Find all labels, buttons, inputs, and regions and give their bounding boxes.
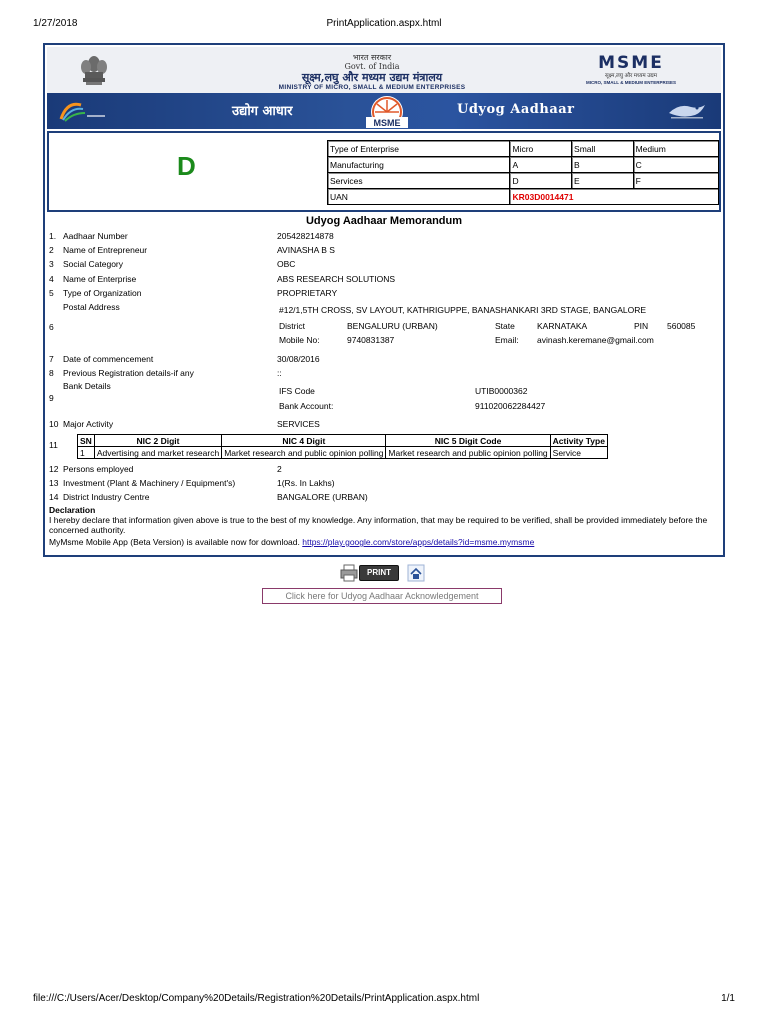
field-major-activity: [45, 419, 715, 430]
field-number: 7: [49, 354, 54, 364]
mobile-label: Mobile No:: [279, 335, 320, 345]
field-bank-details: [45, 381, 715, 417]
field-label: Previous Registration details-if any: [63, 368, 194, 378]
ministry-banner: [47, 47, 721, 93]
field-label: Major Activity: [63, 419, 114, 429]
field-value: BANGALORE (URBAN): [277, 492, 368, 502]
table-row: [328, 173, 719, 189]
field-number: 9: [49, 393, 54, 403]
state-label: State: [495, 321, 515, 331]
field-number: 1.: [49, 231, 57, 241]
browser-print-footer: [33, 993, 735, 1007]
field-number: 6: [49, 322, 54, 332]
print-file-path: file:///C:/Users/Acer/Desktop/Company%20Details/Registration%20Details/PrintApplication.aspx.html: [33, 993, 480, 1004]
field-value: ABS RESEARCH SOLUTIONS: [277, 274, 396, 284]
table-cell: D: [510, 173, 572, 189]
udyog-aadhaar-english: Udyog Aadhaar: [457, 102, 575, 117]
table-cell: Manufacturing: [328, 157, 510, 173]
table-cell: Services: [328, 173, 510, 189]
uan-label: UAN: [328, 189, 510, 205]
table-cell: Service: [550, 447, 607, 459]
state-value: KARNATAKA: [537, 321, 588, 331]
field-entrepreneur-name: [45, 245, 715, 256]
field-value: 30/08/2016: [277, 354, 320, 364]
field-label: Name of Enterprise: [63, 274, 137, 284]
field-label: Aadhaar Number: [63, 231, 128, 241]
field-label: Bank Details: [63, 381, 111, 391]
field-label: Type of Organization: [63, 288, 142, 298]
uan-value: KR03D0014471: [510, 189, 719, 205]
field-social-category: [45, 259, 715, 270]
udyog-aadhaar-seal-icon: [344, 95, 430, 129]
table-row: [328, 157, 719, 173]
field-label: Social Category: [63, 259, 124, 269]
field-number: 14: [49, 492, 59, 502]
field-number: 3: [49, 259, 54, 269]
print-button[interactable]: PRINT: [359, 565, 399, 581]
declaration-text: I hereby declare that information given above is true to the best of my knowledge. Any information, that may be required to be verified, shall be provided immediately before the concerned authority.: [49, 515, 708, 535]
field-label: Name of Entrepreneur: [63, 245, 148, 255]
field-persons-employed: [45, 464, 715, 475]
enterprise-type-table: [327, 140, 719, 205]
pin-label: PIN: [634, 321, 649, 331]
table-cell: Market research and public opinion polling: [222, 447, 386, 459]
field-number: 10: [49, 419, 59, 429]
home-icon[interactable]: [407, 564, 425, 582]
email-value: avinash.keremane@gmail.com: [537, 335, 654, 345]
table-cell: 1: [78, 447, 95, 459]
email-label: Email:: [495, 335, 519, 345]
field-previous-registration: [45, 368, 715, 379]
column-header: Activity Type: [550, 435, 607, 447]
ministry-hindi: सूक्ष्म,लघु और मध्यम उद्यम मंत्रालय: [301, 71, 443, 84]
pin-value: 560085: [667, 321, 696, 331]
column-header: NIC 2 Digit: [94, 435, 221, 447]
field-district-industry-centre: [45, 492, 715, 503]
msme-logo-hindi: सूक्ष्म,लघु और मध्यम उद्यम: [604, 73, 658, 79]
acknowledgement-link[interactable]: Click here for Udyog Aadhaar Acknowledgement: [262, 588, 502, 604]
field-value: OBC: [277, 259, 296, 269]
field-enterprise-name: [45, 274, 715, 285]
mobile-app-note: [49, 537, 719, 547]
field-postal-address: [45, 302, 715, 348]
bank-account-value: 911020062284427: [475, 401, 546, 411]
msme-logo: [561, 53, 701, 86]
table-row: [328, 141, 719, 157]
declaration-heading: Declaration: [49, 505, 96, 515]
national-emblem-icon: [77, 52, 111, 88]
field-number: 4: [49, 274, 54, 284]
field-commencement-date: [45, 354, 715, 365]
mobile-value: 9740831387: [347, 335, 395, 345]
table-cell: Micro: [510, 141, 572, 157]
msme-logo-sub: MICRO, SMALL & MEDIUM ENTERPRISES: [586, 80, 676, 85]
field-label: Date of commencement: [63, 354, 154, 364]
declaration-block: [49, 505, 719, 547]
ministry-title-block: [217, 53, 527, 92]
field-activity-number: [45, 440, 75, 451]
table-cell: F: [633, 173, 718, 189]
table-cell: B: [572, 157, 634, 173]
browser-print-header: [33, 18, 735, 32]
enterprise-category-box: [47, 131, 721, 212]
print-controls: [339, 563, 429, 585]
printer-icon[interactable]: [339, 563, 359, 583]
field-label: Persons employed: [63, 464, 134, 474]
seal-msme-text: MSME: [373, 118, 401, 128]
mobile-app-link[interactable]: https://play.google.com/store/apps/details?id=msme.mymsme: [302, 537, 535, 547]
nic-activity-table: [77, 434, 608, 459]
field-number: 2: [49, 245, 54, 255]
column-header: SN: [78, 435, 95, 447]
table-cell: Market research and public opinion polling: [386, 447, 550, 459]
print-date: 1/27/2018: [33, 18, 78, 29]
field-value: SERVICES: [277, 419, 320, 429]
ifs-label: IFS Code: [279, 386, 315, 396]
column-header: NIC 5 Digit Code: [386, 435, 550, 447]
field-label: District Industry Centre: [63, 492, 150, 502]
digital-india-logo: [57, 99, 107, 123]
field-number: 5: [49, 288, 54, 298]
bank-account-label: Bank Account:: [279, 401, 334, 411]
field-number: 13: [49, 478, 59, 488]
ifs-value: UTIB0000362: [475, 386, 528, 396]
table-header-row: [78, 435, 608, 447]
field-organization-type: [45, 288, 715, 299]
udyog-aadhaar-banner: [47, 93, 721, 129]
table-cell: Advertising and market research: [94, 447, 221, 459]
field-aadhaar-number: [45, 231, 715, 242]
field-number: 11: [49, 440, 58, 450]
field-value: 2: [277, 464, 282, 474]
enterprise-category-letter: D: [177, 151, 196, 181]
table-row: [78, 447, 608, 459]
gov-hindi: भारत सरकार: [352, 53, 392, 62]
table-cell: C: [633, 157, 718, 173]
table-cell: Type of Enterprise: [328, 141, 510, 157]
table-cell: Medium: [633, 141, 718, 157]
make-in-india-logo: [665, 99, 709, 123]
gov-english: Govt. of India: [344, 62, 400, 71]
ministry-english: MINISTRY OF MICRO, SMALL & MEDIUM ENTERPRISES: [278, 84, 466, 91]
field-value: 205428214878: [277, 231, 334, 241]
print-page-number: 1/1: [721, 993, 735, 1004]
table-cell: A: [510, 157, 572, 173]
district-label: District: [279, 321, 305, 331]
district-value: BENGALURU (URBAN): [347, 321, 438, 331]
column-header: NIC 4 Digit: [222, 435, 386, 447]
msme-logo-mark: MSME: [598, 53, 664, 73]
address-line: #12/1,5TH CROSS, SV LAYOUT, KATHRIGUPPE, BANASHANKARI 3RD STAGE, BANGALORE: [279, 305, 647, 315]
field-label: Postal Address: [63, 302, 120, 312]
mobile-app-text: MyMsme Mobile App (Beta Version) is available now for download.: [49, 537, 300, 547]
print-page-title: PrintApplication.aspx.html: [326, 18, 442, 29]
memorandum-title: Udyog Aadhaar Memorandum: [305, 215, 463, 227]
field-number: 12: [49, 464, 59, 474]
table-cell: E: [572, 173, 634, 189]
field-value: ::: [277, 368, 282, 378]
field-investment: [45, 478, 715, 489]
table-cell: Small: [572, 141, 634, 157]
field-value: AVINASHA B S: [277, 245, 335, 255]
udyog-aadhaar-hindi: उद्योग आधार: [232, 104, 293, 119]
field-value: PROPRIETARY: [277, 288, 338, 298]
field-label: Investment (Plant & Machinery / Equipment's): [63, 478, 236, 488]
field-value: 1(Rs. In Lakhs): [277, 478, 335, 488]
application-frame: [43, 43, 725, 557]
field-number: 8: [49, 368, 54, 378]
uan-row: [328, 189, 719, 205]
